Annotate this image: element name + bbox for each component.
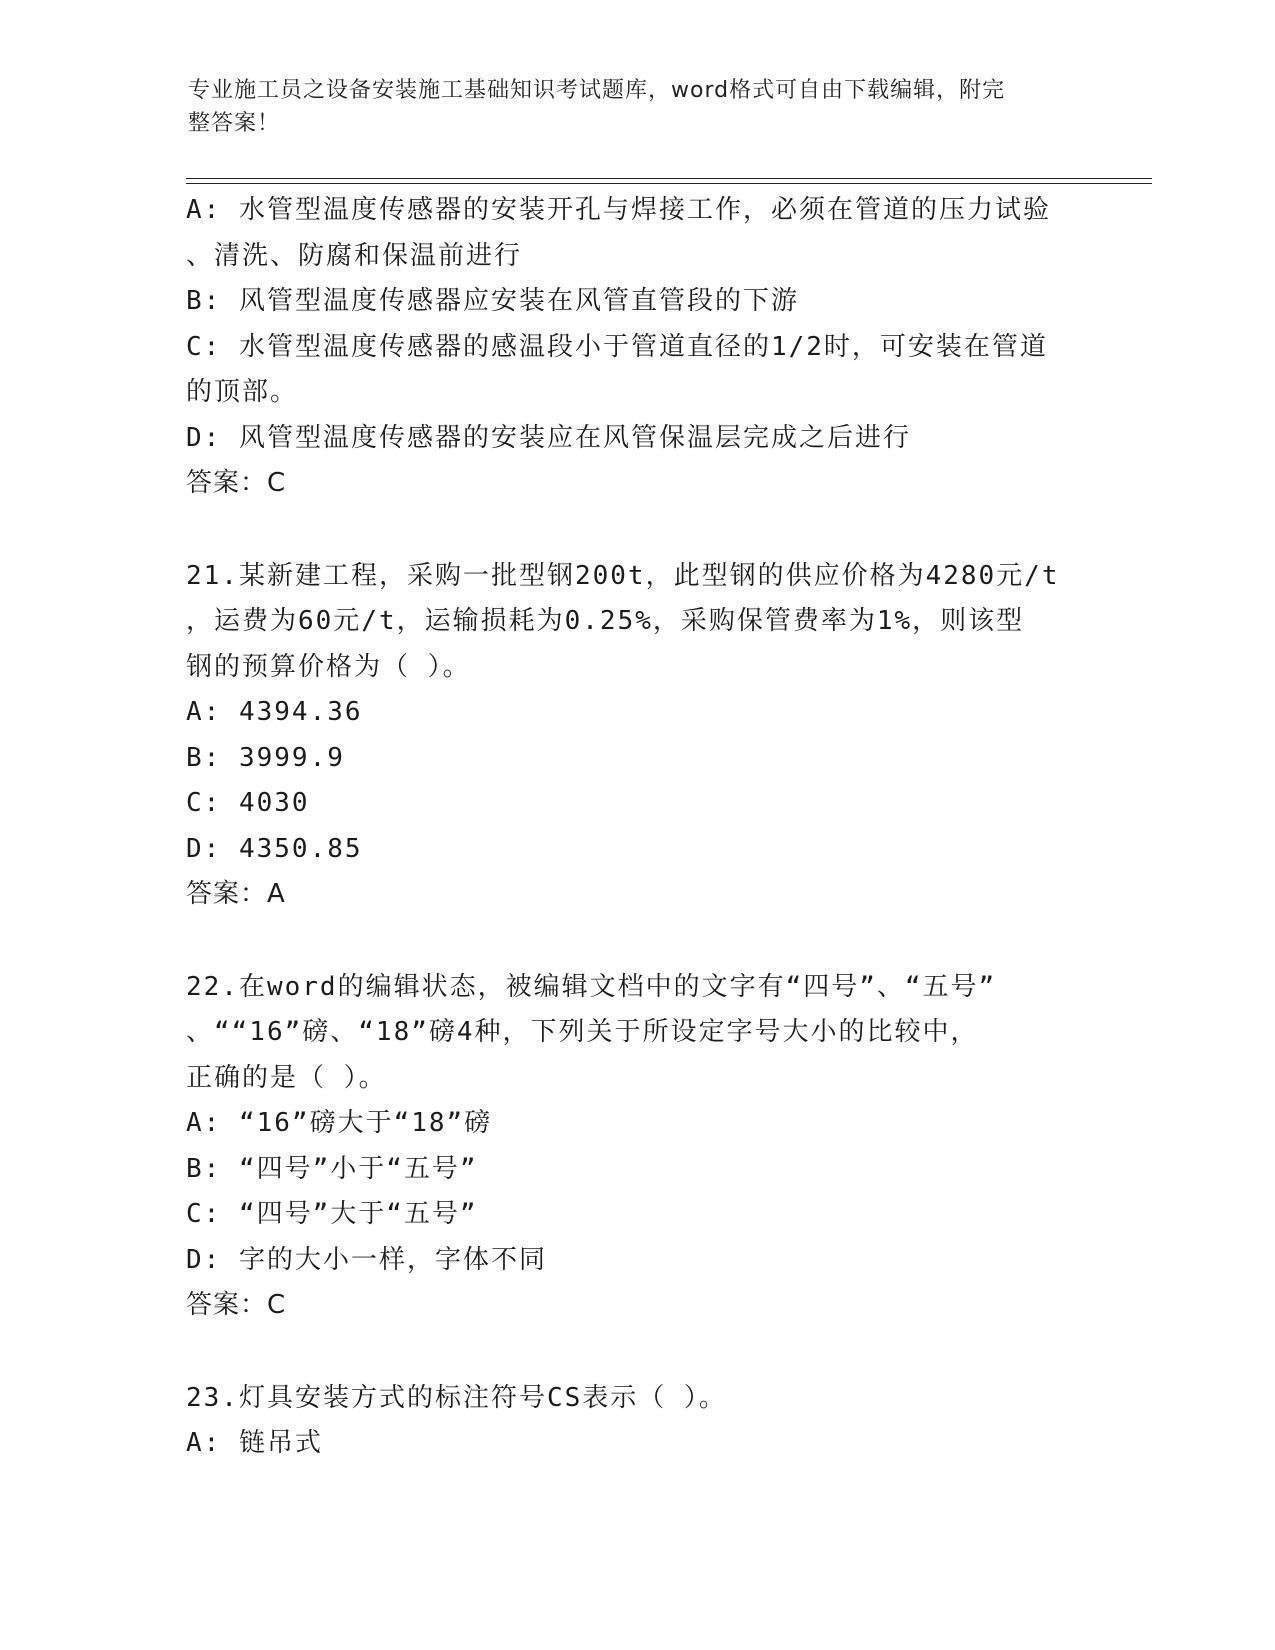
option-d: D: 4350.85 xyxy=(186,833,363,864)
option-d: D: 风管型温度传感器的安装应在风管保温层完成之后进行 xyxy=(186,422,911,453)
question-stem-line: 22.在word的编辑状态，被编辑文档中的文字有“四号”、“五号” xyxy=(186,971,997,1002)
option-a-continued: 、清洗、防腐和保温前进行 xyxy=(186,240,523,271)
spacer xyxy=(186,507,1086,554)
option-c: C: 4030 xyxy=(186,788,310,818)
question-stem-line: 钢的预算价格为（ ）。 xyxy=(186,651,471,682)
option-c: C: “四号”大于“五号” xyxy=(186,1199,478,1229)
question-stem-line: 21.某新建工程，采购一批型钢200t，此型钢的供应价格为4280元/t xyxy=(186,560,1060,591)
question-22 xyxy=(186,965,1086,1329)
document-header xyxy=(188,74,1068,140)
answer: 答案：A xyxy=(186,879,286,909)
option-b: B: “四号”小于“五号” xyxy=(186,1153,478,1184)
option-d: D: 字的大小一样，字体不同 xyxy=(186,1244,547,1275)
header-line-1: 专业施工员之设备安装施工基础知识考试题库，word格式可自由下载编辑，附完 xyxy=(188,78,1006,103)
question-21 xyxy=(186,554,1086,918)
option-a: A: “16”磅大于“18”磅 xyxy=(186,1108,493,1138)
spacer xyxy=(186,1329,1086,1376)
option-a: A: 链吊式 xyxy=(186,1428,323,1458)
question-23 xyxy=(186,1376,1086,1467)
question-stem-line: 23.灯具安装方式的标注符号CS表示（ ）。 xyxy=(186,1382,727,1413)
question-content xyxy=(186,188,1086,1467)
option-a: A: 水管型温度传感器的安装开孔与焊接工作，必须在管道的压力试验 xyxy=(186,195,1051,225)
option-b: B: 3999.9 xyxy=(186,742,345,773)
header-rule-top xyxy=(186,178,1152,179)
option-b: B: 风管型温度传感器应安装在风管直管段的下游 xyxy=(186,286,799,316)
question-stem-line: ，运费为60元/t，运输损耗为0.25%，采购保管费率为1%，则该型 xyxy=(186,606,1025,636)
question-stem-line: 正确的是（ ）。 xyxy=(186,1062,387,1093)
answer: 答案：C xyxy=(186,468,287,498)
option-c: C: 水管型温度传感器的感温段小于管道直径的1/2时，可安装在管道 xyxy=(186,331,1048,362)
spacer xyxy=(186,918,1086,965)
option-a: A: 4394.36 xyxy=(186,697,363,727)
answer: 答案：C xyxy=(186,1290,287,1320)
prev-question xyxy=(186,188,1086,507)
header-line-2: 整答案！ xyxy=(188,111,281,136)
header-rule-bottom xyxy=(186,183,1152,184)
question-stem-line: 、““16”磅、“18”磅4种，下列关于所设定字号大小的比较中， xyxy=(186,1017,979,1047)
option-c-continued: 的顶部。 xyxy=(186,377,299,407)
